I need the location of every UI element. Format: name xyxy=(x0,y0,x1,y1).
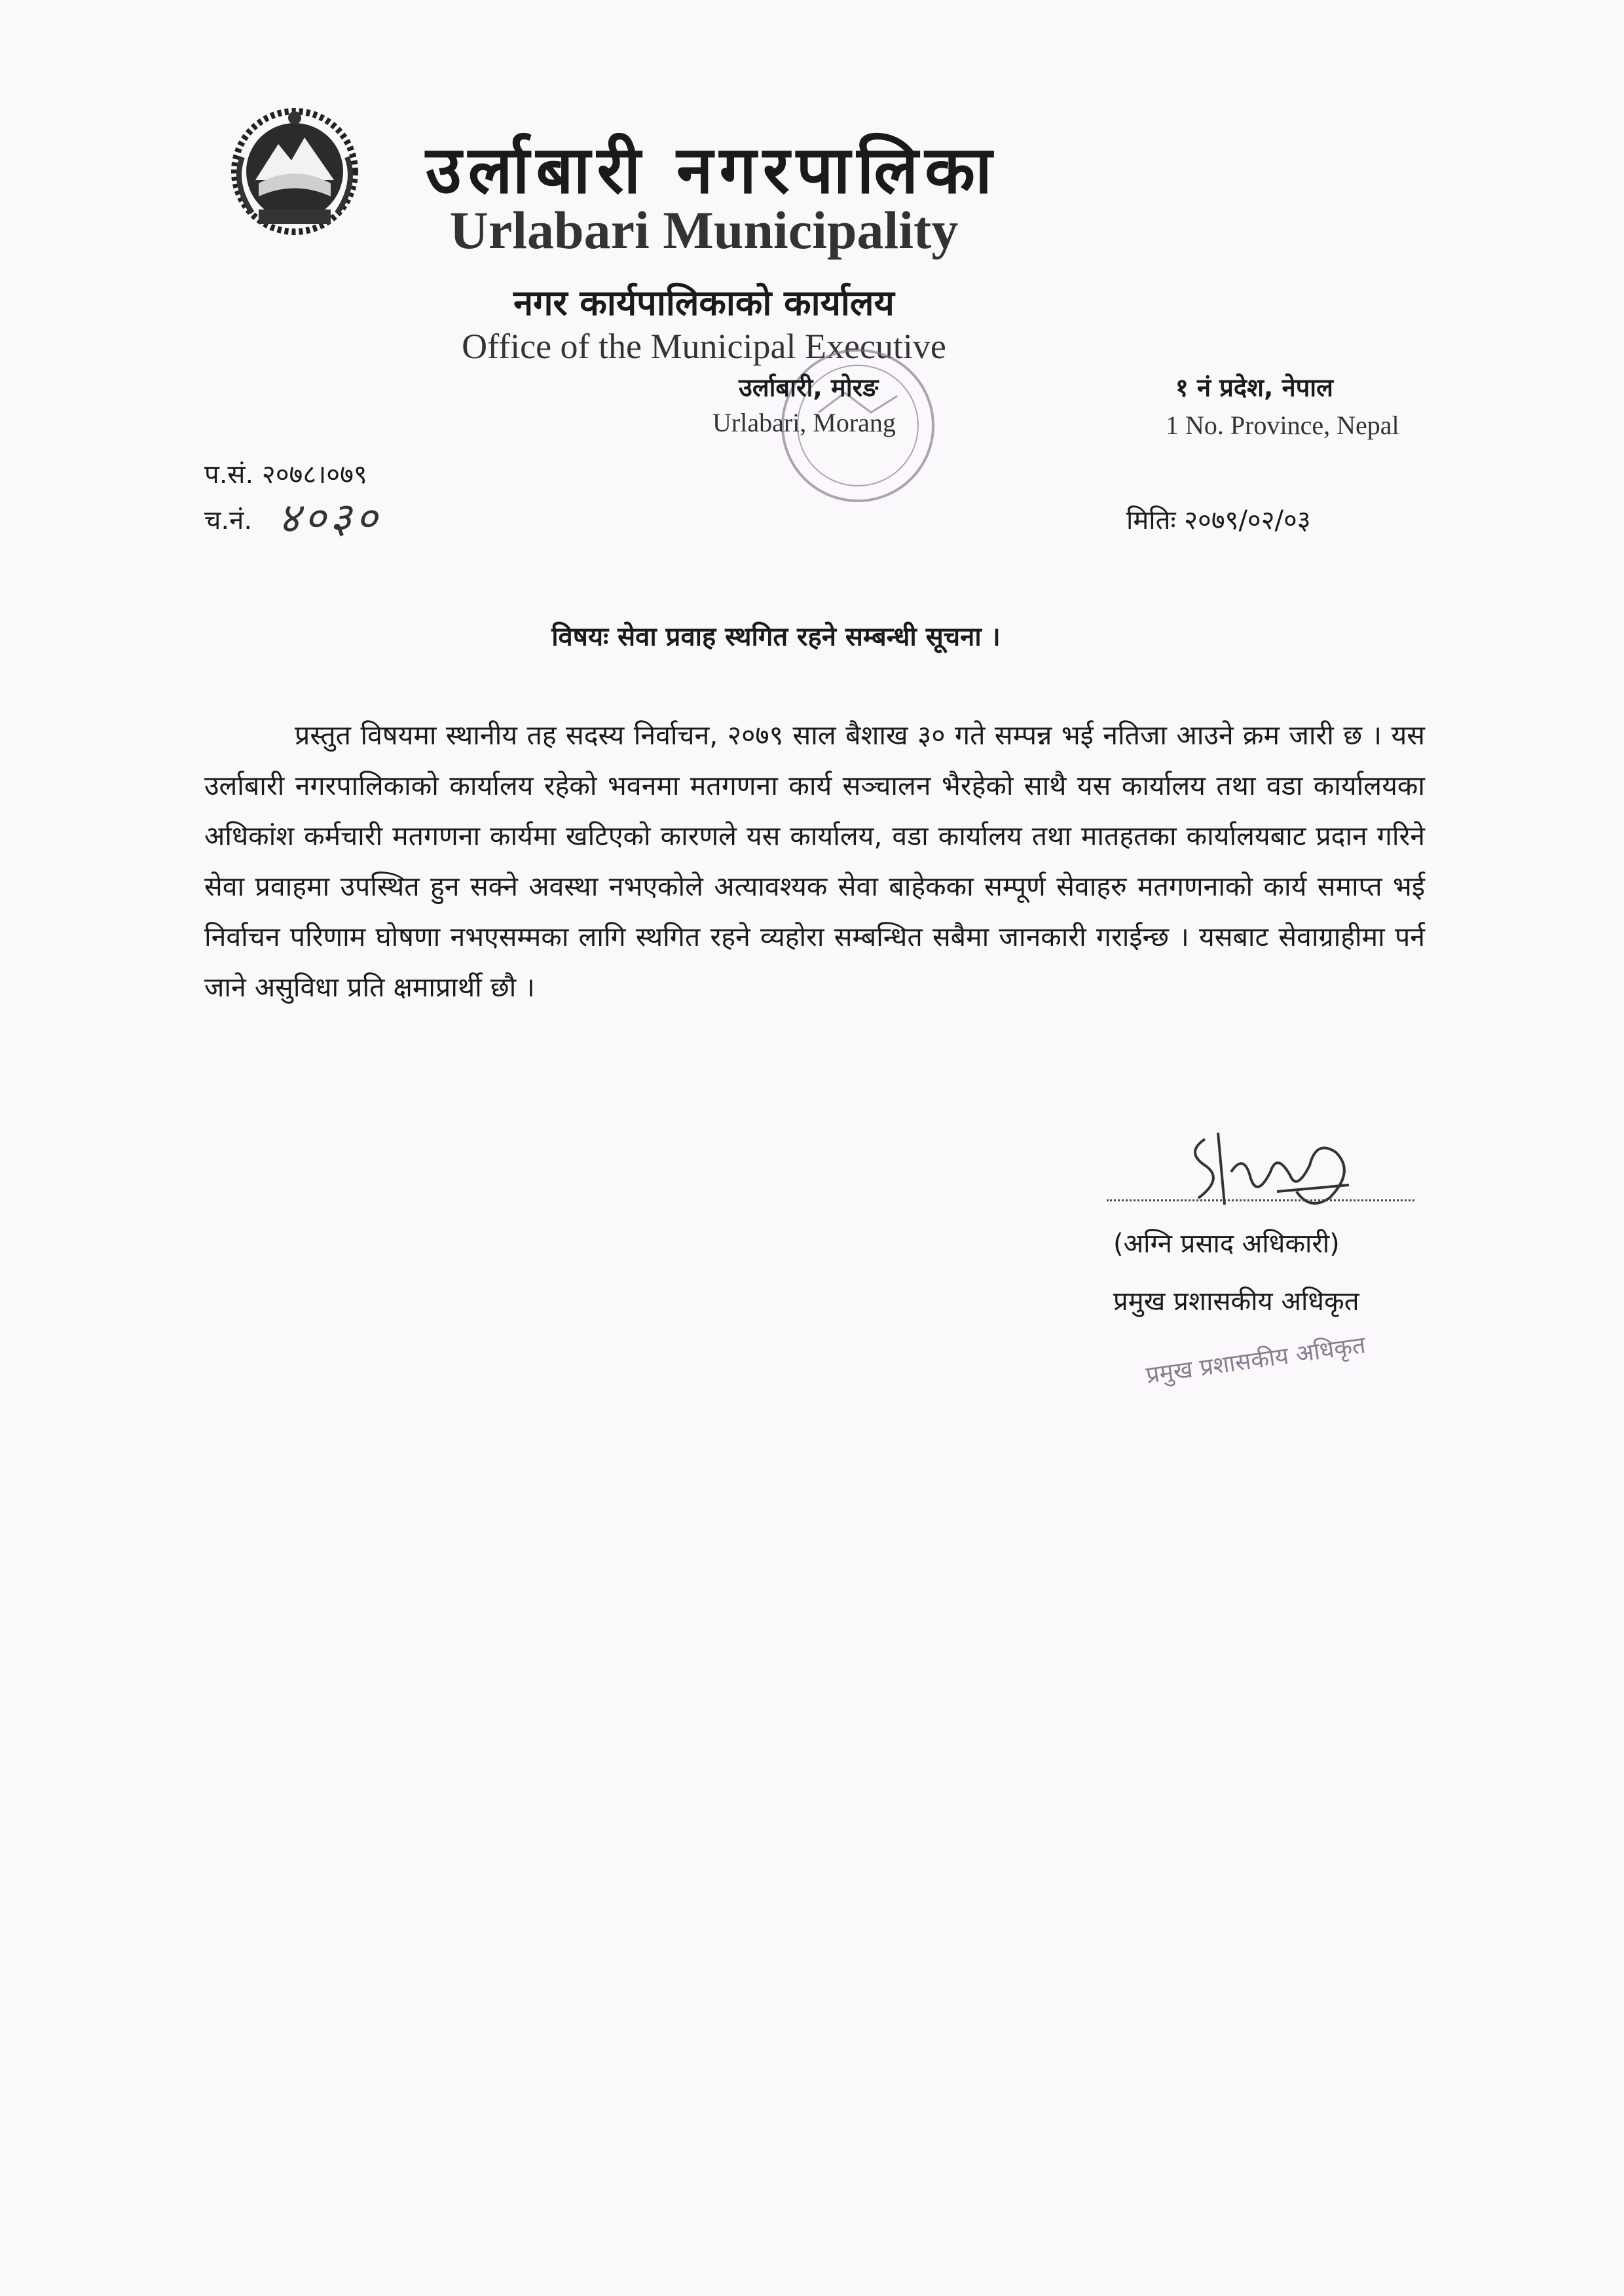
municipality-title-ne: उर्लाबारी नगरपालिका xyxy=(426,132,999,208)
chalani-number-label: च.नं. xyxy=(204,505,253,536)
signatory-name: (अग्नि प्रसाद अधिकारी) xyxy=(1113,1229,1340,1259)
province-ne: १ नं प्रदेश, नेपाल xyxy=(1175,373,1333,402)
office-title-ne: नगर कार्यपालिकाको कार्यालय xyxy=(513,282,895,323)
handwritten-signature-icon xyxy=(1179,1113,1375,1231)
municipality-title-en: Urlabari Municipality xyxy=(449,200,959,260)
province-en: 1 No. Province, Nepal xyxy=(1166,410,1399,440)
date xyxy=(1126,501,1311,537)
ps-label: प.सं. xyxy=(204,460,254,490)
title-seal-stamp: प्रमुख प्रशासकीय अधिकृत xyxy=(1144,1332,1367,1389)
chalani-number-value: ४०३० xyxy=(278,494,382,543)
date-value: २०७९/०२/०३ xyxy=(1184,505,1311,536)
address-en: Urlabari, Morang xyxy=(712,408,896,437)
address-ne: उर्लाबारी, मोरङ xyxy=(739,373,879,402)
notice-body: प्रस्तुत विषयमा स्थानीय तह सदस्य निर्वाचन, २०७९ साल बैशाख ३० गते सम्पन्न भई नतिजा आउने क्रम जारी छ । यस उर्लाबारी नगरपालिकाको कार्यालय रहेको भवनमा मतगणना कार्य सञ्चालन भैरहेको साथै यस कार्यालय तथा वडा कार्यालयका अधिकांश कर्मचारी मतगणना कार्यमा खटिएको कारणले यस कार्यालय, वडा कार्यालय तथा मातहतका कार्यालयबाट प्रदान गरिने सेवा प्रवाहमा उपस्थित हुन सक्ने अवस्था नभएकोले अत्यावश्यक सेवा बाहेकका सम्पूर्ण सेवाहरु मतगणनाको कार्य समाप्त भई निर्वाचन परिणाम घोषणा नभएसम्मका लागि स्थगित रहने व्यहोरा सम्बन्धित सबैमा जानकारी गराईन्छ । यसबाट सेवाग्राहीमा पर्न जाने असुविधा प्रति क्षमाप्रार्थी छौ । xyxy=(204,720,1425,1003)
signatory-title: प्रमुख प्रशासकीय अधिकृत xyxy=(1113,1286,1359,1317)
date-label: मितिः xyxy=(1126,505,1176,536)
subject-line: विषयः सेवा प्रवाह स्थगित रहने सम्बन्धी सूचना । xyxy=(551,622,1001,652)
ps-value: २०७८।०७९ xyxy=(261,460,367,490)
office-title-en: Office of the Municipal Executive xyxy=(462,327,946,366)
signature-line xyxy=(1107,1199,1414,1201)
patra-sankhya xyxy=(204,455,367,491)
